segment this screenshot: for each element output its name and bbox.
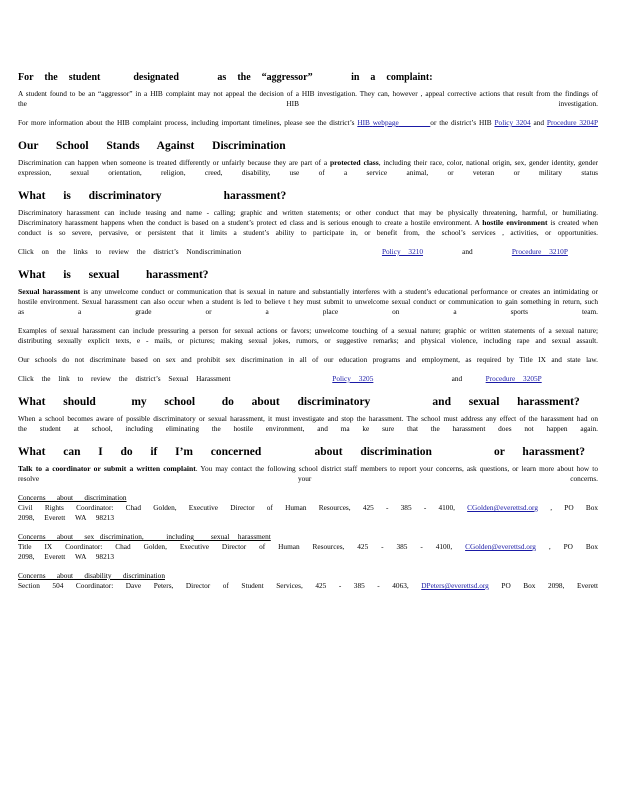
discrim-text-cont: is created when conduct is so severe, pervasive, or persistent that it limits a student’s ability to participate in, or benefit from, the school’s services , activities, or opportunities. — [18, 218, 598, 237]
and-text: and — [451, 374, 463, 383]
contact-address: PO Box 2098, Everett — [501, 581, 599, 590]
examples-paragraph: Examples of sexual harassment can include pressuring a person for sexual actions or favors; unwelcome touching of a sexual nature; graphic or written statements of a sexual nature; distributing sexually explicit texts, e - mails, or pictures; making sexual jokes, rumors, or suggestive remarks; and physical violence, including rape and sexual assault. — [18, 326, 598, 345]
hostile-environment-term: hostile environment — [482, 218, 548, 227]
school-action-heading: What should my school do about discriminatory and sexual harassment? — [18, 396, 580, 408]
contact-line2: 2098, Everett WA 98213 — [18, 552, 115, 561]
contact-details: Title IX Coordinator: Chad Golden, Executive Director of Human Resources, 425 - 385 - 4100, — [18, 542, 453, 551]
policy-3210-link[interactable]: Policy 3210 — [381, 247, 424, 256]
stands-text: Discrimination can happen when someone is treated differently or unfairly because they are part of a — [18, 158, 328, 167]
policy-3204-link[interactable]: Policy 3204 — [494, 118, 531, 127]
hib-more-info-paragraph — [18, 118, 598, 128]
contact-details: Civil Rights Coordinator: Chad Golden, Executive Director of Human Resources, 425 - 385 - 4100, — [18, 503, 455, 512]
contact-heading: Concerns about disability discrimination — [18, 571, 165, 580]
coordinator-text: . You may contact the following school district staff members to report your concerns, ask questions, or learn more about how to resolve your concerns. — [18, 464, 598, 483]
procedure-3205p-link[interactable]: Procedure 3205P — [485, 374, 542, 383]
discriminatory-harassment-heading: What is discriminatory harassment? — [18, 190, 287, 202]
title-ix-paragraph: Our schools do not discriminate based on sex and prohibit sex discrimination in all of our education programs and employment, as required by Title IX and state law. — [18, 355, 598, 364]
procedure-3204p-link[interactable]: Procedure 3204P — [546, 118, 599, 127]
email-link[interactable]: CGolden@everettsd.org — [467, 503, 538, 512]
contact-heading: Concerns about sex discrimination, including sexual harassment — [18, 532, 271, 541]
sexual-harassment-heading: What is sexual harassment? — [18, 269, 209, 281]
document-page — [18, 72, 598, 591]
email-link[interactable]: CGolden@everettsd.org — [465, 542, 536, 551]
aggressor-heading: For the student designated as the “aggressor” in a complaint: — [18, 72, 433, 83]
protected-class-term: protected class — [329, 158, 379, 167]
aggressor-paragraph: A student found to be an “aggressor” in a HIB complaint may not appeal the decision of a HIB investigation. They can, however , appeal corrective actions that result from the findings of the HIB investigation. — [18, 89, 598, 108]
contact-details: Section 504 Coordinator: Dave Peters, Director of Student Services, 425 - 385 - 4063, — [18, 581, 409, 590]
contact-address: , PO Box — [548, 542, 598, 551]
school-action-paragraph: When a school becomes aware of possible discriminatory or sexual harassment, it must investigate and stop the harassment. The school must address any effect of the harassment had on the student at school, including eliminating the hostile environment, and ma ke sure that the harassment does not happen again. — [18, 414, 598, 433]
stands-text-cont: , including their race, color, national origin, sex, gender identity, gender expression, sexual orientation, religion, creed, disability, use of a service animal, or veteran or military status — [18, 158, 598, 177]
contact-line — [18, 542, 598, 552]
contact-discrimination — [18, 493, 598, 503]
nondiscrimination-links — [18, 247, 598, 257]
sexual-links-text: Click the link to review the district’s Sexual Harassment — [18, 374, 231, 383]
email-link[interactable]: DPeters@everettsd.org — [421, 581, 489, 590]
contact-sex-discrimination — [18, 532, 598, 542]
contact-disability-discrimination — [18, 571, 598, 581]
contact-line2: 2098, Everett WA 98213 — [18, 513, 115, 522]
hib-or-text: or the district’s HIB — [430, 118, 492, 127]
coordinator-paragraph — [18, 464, 598, 484]
and-text: and — [533, 118, 545, 127]
concerned-heading: What can I do if I’m concerned about discrimination or harassment? — [18, 446, 586, 458]
sexual-harassment-term: Sexual harassment — [18, 287, 81, 296]
contact-line — [18, 503, 598, 513]
coordinator-term: Talk to a coordinator or submit a written complaint — [18, 464, 196, 473]
hib-more-info-text: For more information about the HIB complaint process, including important timelines, please see the district’s — [18, 118, 355, 127]
stands-against-heading: Our School Stands Against Discrimination — [18, 140, 286, 152]
contact-heading: Concerns about discrimination — [18, 493, 127, 502]
procedure-3210p-link[interactable]: Procedure 3210P — [511, 247, 568, 256]
sexual-harassment-paragraph — [18, 287, 598, 317]
contact-line — [18, 581, 598, 591]
hib-webpage-link[interactable]: HIB webpage — [357, 118, 399, 127]
sexual-text: is any unwelcome conduct or communication that is sexual in nature and substantially interferes with a student’s educational performance or creates an intimidating or hostile environment. Sexual harassment can also occur when a student is led to believe t hey must submit to unwelcome sexual conduct or communication to gain something in return, such as a grade or a place on a sports team. — [18, 287, 599, 316]
discrim-text: Discriminatory harassment can include teasing and name - calling; graphic and written statements; or other conduct that may be physically threatening, harmful, or humiliating. Discriminatory harassment happens when the conduct is based on a student’s protect ed class and is serious enough to create a hostile environment. A — [18, 208, 598, 227]
discriminatory-paragraph — [18, 208, 598, 238]
nondiscrimination-text: Click on the links to review the district’s Nondiscrimination — [18, 247, 242, 256]
policy-3205-link[interactable]: Policy 3205 — [332, 374, 374, 383]
stands-paragraph — [18, 158, 598, 178]
contact-address: , PO Box — [550, 503, 598, 512]
and-text: and — [462, 247, 473, 256]
sexual-harassment-links — [18, 374, 598, 384]
